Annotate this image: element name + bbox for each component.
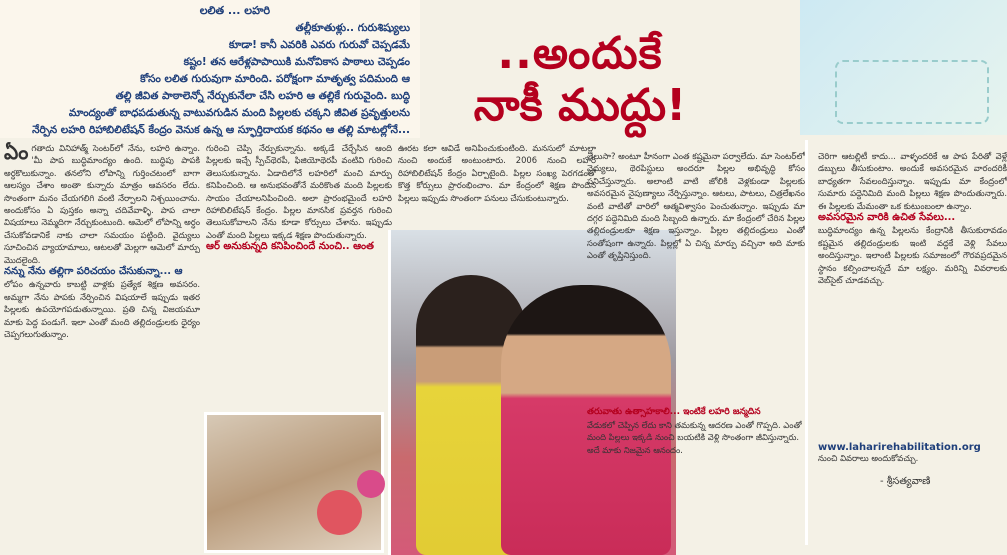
column-text: బుద్ధిమాంద్యం ఉన్న పిల్లలను కేంద్రానికి తీసుకురావడం కష్టమైన తల్లిదండ్రులకు ఇంటి వద్దకే వెళ్లి సేవలు అందిస్తున్నాం. ఇలాంటి పిల్లలకు సమాజంలో గౌరవప్రదమైన స్థానం కల్పించాలన్నదే మా లక్ష్యం. మరిన్ని వివరాలకు వెబ్‌సైట్ చూడవచ్చు. — [818, 225, 1007, 286]
subheading — [587, 407, 802, 456]
headline-line-2: నాకీ ముద్దు! — [473, 80, 687, 131]
decorative-banner — [800, 0, 1007, 135]
intro-line: తల్లీకూతుళ్లు.. గురుశిష్యులు — [295, 22, 410, 34]
column-text: గతాదు వినిహాత్మ్ సెంటర్‌లో నేను, లహరి ఉన్నాం. 'మీ పాప బుద్ధిమాంద్యం ఉంది. బుద్ధిపు పాపకి అర్ధకొలుకున్నాం. తనలోని లోపాన్ని గుర్తించటంలో బాగా ఆలస్యం చేశాం అంతా కున్నారు మాత్రం ఆవసరం లేదు. సొంతంగా మనం చేయగలిగి వంటి నేర్పాలని నిశ్చయించాను. అందుకోసం ఏ పుస్తకం అన్నా చదివేవాళ్ళి. పాప చాలా విషయాలు నెమ్మదిగా నేర్చుకుంటుంది. ఆమెలో లోపాన్ని అర్ధం చేసుకోవడానికే నాకు చాలా సమయం పట్టింది. వైద్యులు సూచించిన వ్యాయామాలు, ఆటలతో మెల్లగా ఆమెలో మార్పు మొదలైంది. — [4, 143, 200, 265]
article-column-2 — [206, 142, 392, 407]
column-divider — [805, 140, 808, 545]
website-url[interactable]: www.laharirehabilitation.org — [818, 442, 981, 453]
drop-cap: ఏం — [4, 142, 29, 164]
headline — [420, 28, 740, 138]
intro-line: కష్టం! తన ఆరేళ్లపాపాయికి మనోవికాస పాఠాలు చెప్పడం — [183, 56, 410, 68]
intro-line: కూడా! కానీ ఎవరికి ఎవరు గురువో చెప్పడమే — [228, 39, 410, 51]
author-byline: - శ్రీసత్యవాణి — [880, 476, 931, 487]
intro-line: మాంద్యంతో బాధపడుతున్న వాటువగుడిన మంది పిల్లలకు చక్కని జీవిత ప్రవృత్తులను — [68, 107, 410, 119]
decorative-frame — [835, 60, 989, 124]
intro-line: కోసం లలిత గురువుగా మారింది. పరోక్షంగా మాతృత్వ పదిమంది ఆ — [140, 73, 410, 85]
article-column-1 — [4, 142, 200, 552]
photo-ball — [317, 490, 362, 535]
intro-line: నేర్పిన లహరి రిహాబిలిటేషన్ కేంద్రం వెనుక ఉన్న ఆ స్ఫూర్తిదాయక కథనం ఆ తల్లి మాటల్లోనే... — [32, 124, 410, 136]
column-text: ఊరట కలా ఆవిడే అనిపించుకుంటింది. మనసులో మాటల్లా నుంచి అందుకే అంటుంటారు. 2006 నుంచి లహరి రిహాబిలిటేషన్ కేంద్రం ఏర్పాటైంది. పిల్లల సంఖ్య పెరగడంతో కొత్త కోర్సులు ప్రారంభించాం. మా కేంద్రంలో శిక్షణ పొందిన పిల్లలు ఇప్పుడు సొంతంగా పనులు చేసుకుంటున్నారు. — [398, 143, 596, 203]
intro-quote-box — [0, 0, 420, 138]
column-text: చెరిగా ఆటల్లిటీ కాదు... వాళ్ళందరికే ఆ పాప పేరితో వెళ్లే డబ్బులు తీసుకుంటాం. అందుకే అవసరమైన వారందరికీ బాధ్యతగా సేవలందిస్తున్నాం. ఇప్పుడు మా కేంద్రంలో సుమారు పద్దెనిమిది మంది పిల్లలు శిక్షణ పొందుతున్నారు. ఈ పిల్లలకు మేమంతా ఒక కుటుంబంలా ఉన్నాం. — [818, 151, 1007, 211]
column-text: లోపం ఉన్నవారు కాబట్టి వాళ్లకు ప్రత్యేక శిక్షణ అవసరం. అమ్మగా నేను పాపకు నేర్పించిన విషయాలే ఇప్పుడు ఇతర పిల్లలకు ఉపయోగపడుతున్నాయి. ప్రతి చిన్న విజయమూ మాకు పెద్ద పండుగే. ఇలా ఎంతో మంది తల్లిదండ్రులకు ధైర్యం చెప్పగలుగుతున్నాం. — [4, 279, 200, 340]
intro-line: తల్లి జీవిత పాఠాలెన్నో నేర్చుకునేలా చేసి లహరి ఆ తల్లికే గురువైంది. బుద్ధి — [115, 90, 410, 102]
website-note: నుంచి వివరాలు అందుకోవచ్చు. — [818, 453, 919, 463]
article-column-5 — [818, 150, 1007, 440]
article-column-4 — [587, 150, 805, 550]
subheading: ఆర్ అనుకున్నది కనిపించిందే నుంచి.. ఆంత — [206, 241, 374, 253]
subheading-text: తరువాతు ఉత్సాహకాలి... ఇంటికే లహరి జన్మదిన — [587, 407, 761, 417]
website-link[interactable] — [818, 442, 1003, 466]
column-text: తెలుసా? అంటూ హీనంగా ఎంత కష్టమైనా పర్వాలేదు. మా సెంటర్‌లో వైద్యులు, థెరపిస్టులు అందరూ పిల్లల అభివృద్ధి కోసం పనిచేస్తున్నారు. అలాంటి వాటి జోలికి వెళ్లకుండా పిల్లలకు అవసరమైన నైపుణ్యాలు నేర్పిస్తున్నాం. ఆటలు, పాటలు, చిత్రలేఖనం వంటి వాటితో వారిలో ఆత్మవిశ్వాసం పెంచుతున్నాం. ఇప్పుడు మా దగ్గర పద్దెనిమిది మంది సిబ్బంది ఉన్నారు. మా కేంద్రంలో చేరిన పిల్లల తల్లిదండ్రులకూ శిక్షణ ఇస్తున్నాం. పిల్లల తల్లిదండ్రులు ఎంతో సంతోషంగా ఉన్నారు. పిల్లల్లో ఏ చిన్న మార్పు వచ్చినా అది మాకు ఎంతో తృప్తినిస్తుంది. — [587, 151, 805, 261]
intro-credit: లలిత ... లహరి — [199, 4, 270, 17]
photo-ball — [357, 470, 385, 498]
headline-line-1: ..అందుకే — [497, 28, 663, 79]
subheading: నన్ను నేను తల్లిగా పరిచయం చేసుకున్నా... ఆ — [4, 266, 183, 278]
children-activity-photo — [204, 412, 384, 553]
column-text: వేడుకలో చెప్పిన లేదు కాని తమకున్న ఆదరణ ఎంతో గొప్పది. ఎంతో మంది పిల్లలు ఇక్కడి నుంచి బయటికి వెళ్లి సొంతంగా జీవిస్తున్నారు. అదే మాకు నిజమైన ఆనందం. — [587, 420, 802, 455]
subheading: అవసరమైన వారికి ఉచిత సేవలు... — [818, 212, 956, 224]
column-text: గురించి చెప్పి నేర్పుకున్నాను. అక్కడే చేర్చేసిన ఆంది పిల్లలకు ఇచ్చే స్పీచ్‌థెరపీ, ఫిజియోథెరపీ వంటివి గురించి తెలుసుకున్నాను. ఏడాదిలోనే లహరిలో మంచి మార్పు కనిపించింది. ఆ అనుభవంతోనే మరికొంత మంది పిల్లలకు సాయం చేయాలనిపించింది. అలా ప్రారంభమైందే లహరి రిహాబిలిటేషన్ కేంద్రం. పిల్లల మానసిక ప్రవర్తన గురించి తెలుసుకోవాలని నేను కూడా కోర్సులు చేశాను. ఇప్పుడు ఎంతో మంది పిల్లలు ఇక్కడ శిక్షణ పొందుతున్నారు. — [206, 143, 392, 240]
article-column-3 — [398, 142, 596, 232]
